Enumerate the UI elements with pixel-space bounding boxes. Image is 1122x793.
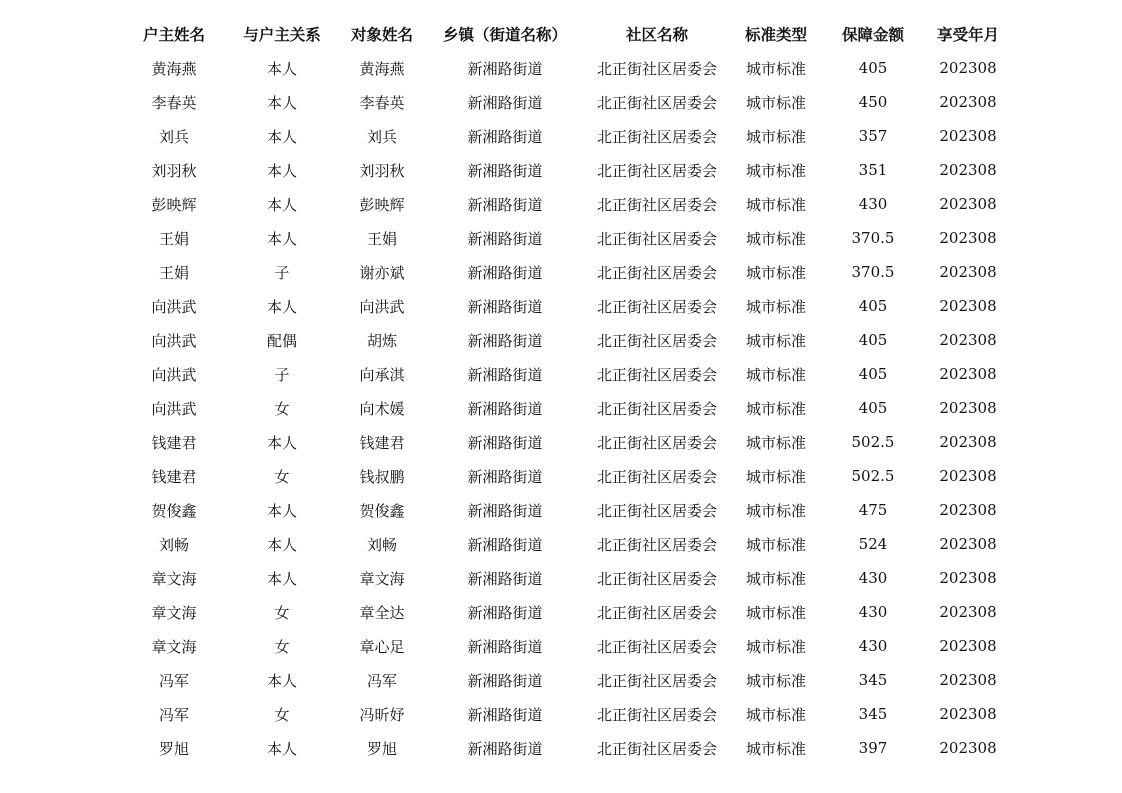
cell-recipient-name: 李春英 xyxy=(359,93,405,112)
table-row xyxy=(118,153,1008,187)
cell-recipient-name: 罗旭 xyxy=(366,739,397,758)
cell-recipient-name: 贺俊鑫 xyxy=(359,501,405,520)
assistance-table xyxy=(118,17,1008,765)
cell-recipient-name: 刘兵 xyxy=(366,127,397,146)
cell-township: 新湘路街道 xyxy=(467,501,543,520)
cell-amount: 405 xyxy=(858,399,888,417)
cell-relationship: 本人 xyxy=(266,569,297,588)
cell-amount: 405 xyxy=(858,365,888,383)
cell-community: 北正街社区居委会 xyxy=(596,535,717,554)
cell-household-head: 章文海 xyxy=(151,603,197,622)
cell-household-head: 黄海燕 xyxy=(151,59,197,78)
cell-standard-type: 城市标准 xyxy=(745,569,806,588)
cell-township: 新湘路街道 xyxy=(467,365,543,384)
cell-amount: 397 xyxy=(858,739,888,757)
cell-standard-type: 城市标准 xyxy=(745,739,806,758)
header-standard-type: 标准类型 xyxy=(744,26,807,44)
cell-period: 202308 xyxy=(939,229,997,247)
cell-relationship: 本人 xyxy=(266,297,297,316)
cell-recipient-name: 王娟 xyxy=(366,229,397,248)
cell-relationship: 本人 xyxy=(266,161,297,180)
cell-standard-type: 城市标准 xyxy=(745,229,806,248)
header-township: 乡镇（街道名称） xyxy=(442,26,567,44)
cell-standard-type: 城市标准 xyxy=(745,671,806,690)
cell-relationship: 女 xyxy=(274,399,290,418)
cell-standard-type: 城市标准 xyxy=(745,127,806,146)
cell-period: 202308 xyxy=(939,569,997,587)
cell-relationship: 女 xyxy=(274,603,290,622)
cell-period: 202308 xyxy=(939,263,997,281)
header-amount: 保障金额 xyxy=(841,26,904,44)
cell-standard-type: 城市标准 xyxy=(745,195,806,214)
cell-relationship: 本人 xyxy=(266,535,297,554)
cell-recipient-name: 向承淇 xyxy=(359,365,405,384)
cell-amount: 430 xyxy=(858,195,888,213)
cell-household-head: 刘兵 xyxy=(158,127,189,146)
cell-household-head: 冯军 xyxy=(158,705,189,724)
cell-township: 新湘路街道 xyxy=(467,229,543,248)
cell-standard-type: 城市标准 xyxy=(745,535,806,554)
table-row xyxy=(118,527,1008,561)
cell-township: 新湘路街道 xyxy=(467,399,543,418)
cell-standard-type: 城市标准 xyxy=(745,705,806,724)
cell-standard-type: 城市标准 xyxy=(745,93,806,112)
table-row xyxy=(118,663,1008,697)
cell-community: 北正街社区居委会 xyxy=(596,263,717,282)
document-page xyxy=(118,17,1008,765)
header-row xyxy=(118,17,1008,51)
cell-standard-type: 城市标准 xyxy=(745,59,806,78)
cell-township: 新湘路街道 xyxy=(467,671,543,690)
cell-community: 北正街社区居委会 xyxy=(596,637,717,656)
table-row xyxy=(118,323,1008,357)
cell-recipient-name: 彭映辉 xyxy=(359,195,405,214)
cell-amount: 405 xyxy=(858,331,888,349)
cell-recipient-name: 刘畅 xyxy=(366,535,397,554)
cell-amount: 405 xyxy=(858,59,888,77)
table-row xyxy=(118,51,1008,85)
cell-standard-type: 城市标准 xyxy=(745,161,806,180)
cell-period: 202308 xyxy=(939,603,997,621)
cell-relationship: 女 xyxy=(274,467,290,486)
cell-relationship: 本人 xyxy=(266,195,297,214)
table-row xyxy=(118,221,1008,255)
cell-community: 北正街社区居委会 xyxy=(596,93,717,112)
table-row xyxy=(118,459,1008,493)
cell-amount: 430 xyxy=(858,569,888,587)
cell-period: 202308 xyxy=(939,59,997,77)
cell-community: 北正街社区居委会 xyxy=(596,161,717,180)
cell-recipient-name: 钱建君 xyxy=(359,433,405,452)
cell-amount: 345 xyxy=(858,671,888,689)
cell-period: 202308 xyxy=(939,127,997,145)
cell-amount: 475 xyxy=(858,501,888,519)
cell-recipient-name: 刘羽秋 xyxy=(359,161,405,180)
cell-recipient-name: 向洪武 xyxy=(359,297,405,316)
cell-period: 202308 xyxy=(939,535,997,553)
cell-period: 202308 xyxy=(939,399,997,417)
cell-household-head: 向洪武 xyxy=(151,365,197,384)
cell-recipient-name: 钱叔鹏 xyxy=(359,467,405,486)
cell-township: 新湘路街道 xyxy=(467,433,543,452)
cell-standard-type: 城市标准 xyxy=(745,365,806,384)
cell-period: 202308 xyxy=(939,739,997,757)
cell-period: 202308 xyxy=(939,331,997,349)
cell-relationship: 本人 xyxy=(266,433,297,452)
cell-household-head: 王娟 xyxy=(158,229,189,248)
table-row xyxy=(118,85,1008,119)
cell-amount: 345 xyxy=(858,705,888,723)
cell-township: 新湘路街道 xyxy=(467,297,543,316)
cell-community: 北正街社区居委会 xyxy=(596,569,717,588)
header-community: 社区名称 xyxy=(625,26,688,44)
cell-household-head: 彭映辉 xyxy=(151,195,197,214)
cell-township: 新湘路街道 xyxy=(467,603,543,622)
cell-township: 新湘路街道 xyxy=(467,739,543,758)
cell-community: 北正街社区居委会 xyxy=(596,229,717,248)
cell-township: 新湘路街道 xyxy=(467,127,543,146)
cell-recipient-name: 向术媛 xyxy=(359,399,405,418)
cell-period: 202308 xyxy=(939,195,997,213)
cell-period: 202308 xyxy=(939,161,997,179)
cell-relationship: 女 xyxy=(274,637,290,656)
cell-amount: 370.5 xyxy=(851,263,895,281)
table-row xyxy=(118,391,1008,425)
cell-township: 新湘路街道 xyxy=(467,637,543,656)
cell-township: 新湘路街道 xyxy=(467,263,543,282)
cell-community: 北正街社区居委会 xyxy=(596,603,717,622)
cell-household-head: 章文海 xyxy=(151,569,197,588)
cell-period: 202308 xyxy=(939,433,997,451)
cell-recipient-name: 胡炼 xyxy=(366,331,397,350)
cell-standard-type: 城市标准 xyxy=(745,467,806,486)
cell-relationship: 子 xyxy=(274,365,290,384)
cell-household-head: 贺俊鑫 xyxy=(151,501,197,520)
cell-relationship: 子 xyxy=(274,263,290,282)
cell-recipient-name: 章心足 xyxy=(359,637,405,656)
table-row xyxy=(118,731,1008,765)
cell-standard-type: 城市标准 xyxy=(745,331,806,350)
table-body xyxy=(118,51,1008,765)
cell-community: 北正街社区居委会 xyxy=(596,467,717,486)
cell-relationship: 女 xyxy=(274,705,290,724)
cell-amount: 370.5 xyxy=(851,229,895,247)
cell-period: 202308 xyxy=(939,501,997,519)
table-row xyxy=(118,119,1008,153)
cell-township: 新湘路街道 xyxy=(467,569,543,588)
cell-township: 新湘路街道 xyxy=(467,59,543,78)
cell-standard-type: 城市标准 xyxy=(745,501,806,520)
cell-period: 202308 xyxy=(939,705,997,723)
cell-standard-type: 城市标准 xyxy=(745,433,806,452)
cell-township: 新湘路街道 xyxy=(467,161,543,180)
cell-recipient-name: 章文海 xyxy=(359,569,405,588)
header-relationship: 与户主关系 xyxy=(243,26,321,44)
cell-amount: 430 xyxy=(858,637,888,655)
cell-period: 202308 xyxy=(939,637,997,655)
cell-household-head: 向洪武 xyxy=(151,331,197,350)
cell-relationship: 本人 xyxy=(266,127,297,146)
cell-amount: 351 xyxy=(858,161,888,179)
cell-standard-type: 城市标准 xyxy=(745,297,806,316)
table-row xyxy=(118,255,1008,289)
cell-period: 202308 xyxy=(939,671,997,689)
cell-amount: 524 xyxy=(858,535,888,553)
cell-relationship: 本人 xyxy=(266,59,297,78)
cell-period: 202308 xyxy=(939,297,997,315)
cell-community: 北正街社区居委会 xyxy=(596,433,717,452)
cell-community: 北正街社区居委会 xyxy=(596,127,717,146)
cell-amount: 430 xyxy=(858,603,888,621)
table-row xyxy=(118,187,1008,221)
header-household-head: 户主姓名 xyxy=(142,26,205,44)
cell-township: 新湘路街道 xyxy=(467,331,543,350)
cell-standard-type: 城市标准 xyxy=(745,603,806,622)
cell-household-head: 钱建君 xyxy=(151,467,197,486)
header-period: 享受年月 xyxy=(936,26,999,44)
cell-amount: 450 xyxy=(858,93,888,111)
cell-community: 北正街社区居委会 xyxy=(596,297,717,316)
cell-recipient-name: 冯军 xyxy=(366,671,397,690)
cell-household-head: 刘羽秋 xyxy=(151,161,197,180)
cell-standard-type: 城市标准 xyxy=(745,263,806,282)
cell-household-head: 冯军 xyxy=(158,671,189,690)
cell-recipient-name: 黄海燕 xyxy=(359,59,405,78)
table-row xyxy=(118,561,1008,595)
cell-community: 北正街社区居委会 xyxy=(596,739,717,758)
table-row xyxy=(118,289,1008,323)
header-recipient-name: 对象姓名 xyxy=(350,26,413,44)
cell-amount: 357 xyxy=(858,127,888,145)
cell-township: 新湘路街道 xyxy=(467,535,543,554)
cell-period: 202308 xyxy=(939,93,997,111)
table-row xyxy=(118,425,1008,459)
cell-relationship: 本人 xyxy=(266,739,297,758)
cell-community: 北正街社区居委会 xyxy=(596,59,717,78)
cell-household-head: 向洪武 xyxy=(151,399,197,418)
cell-relationship: 本人 xyxy=(266,229,297,248)
cell-township: 新湘路街道 xyxy=(467,705,543,724)
cell-township: 新湘路街道 xyxy=(467,93,543,112)
cell-household-head: 章文海 xyxy=(151,637,197,656)
cell-household-head: 向洪武 xyxy=(151,297,197,316)
cell-community: 北正街社区居委会 xyxy=(596,671,717,690)
cell-amount: 502.5 xyxy=(851,433,895,451)
table-row xyxy=(118,595,1008,629)
cell-community: 北正街社区居委会 xyxy=(596,331,717,350)
cell-township: 新湘路街道 xyxy=(467,467,543,486)
table-row xyxy=(118,357,1008,391)
cell-recipient-name: 冯昕妤 xyxy=(359,705,405,724)
cell-community: 北正街社区居委会 xyxy=(596,365,717,384)
cell-household-head: 李春英 xyxy=(151,93,197,112)
cell-relationship: 配偶 xyxy=(266,331,297,350)
cell-amount: 502.5 xyxy=(851,467,895,485)
cell-period: 202308 xyxy=(939,365,997,383)
cell-relationship: 本人 xyxy=(266,501,297,520)
cell-community: 北正街社区居委会 xyxy=(596,195,717,214)
cell-relationship: 本人 xyxy=(266,671,297,690)
cell-household-head: 王娟 xyxy=(158,263,189,282)
cell-community: 北正街社区居委会 xyxy=(596,399,717,418)
cell-community: 北正街社区居委会 xyxy=(596,705,717,724)
cell-recipient-name: 章全达 xyxy=(359,603,405,622)
cell-household-head: 刘畅 xyxy=(158,535,189,554)
table-row xyxy=(118,493,1008,527)
cell-standard-type: 城市标准 xyxy=(745,637,806,656)
cell-household-head: 钱建君 xyxy=(151,433,197,452)
cell-relationship: 本人 xyxy=(266,93,297,112)
cell-recipient-name: 谢亦斌 xyxy=(359,263,405,282)
cell-standard-type: 城市标准 xyxy=(745,399,806,418)
table-row xyxy=(118,697,1008,731)
cell-amount: 405 xyxy=(858,297,888,315)
cell-household-head: 罗旭 xyxy=(158,739,189,758)
cell-community: 北正街社区居委会 xyxy=(596,501,717,520)
cell-period: 202308 xyxy=(939,467,997,485)
table-row xyxy=(118,629,1008,663)
cell-township: 新湘路街道 xyxy=(467,195,543,214)
